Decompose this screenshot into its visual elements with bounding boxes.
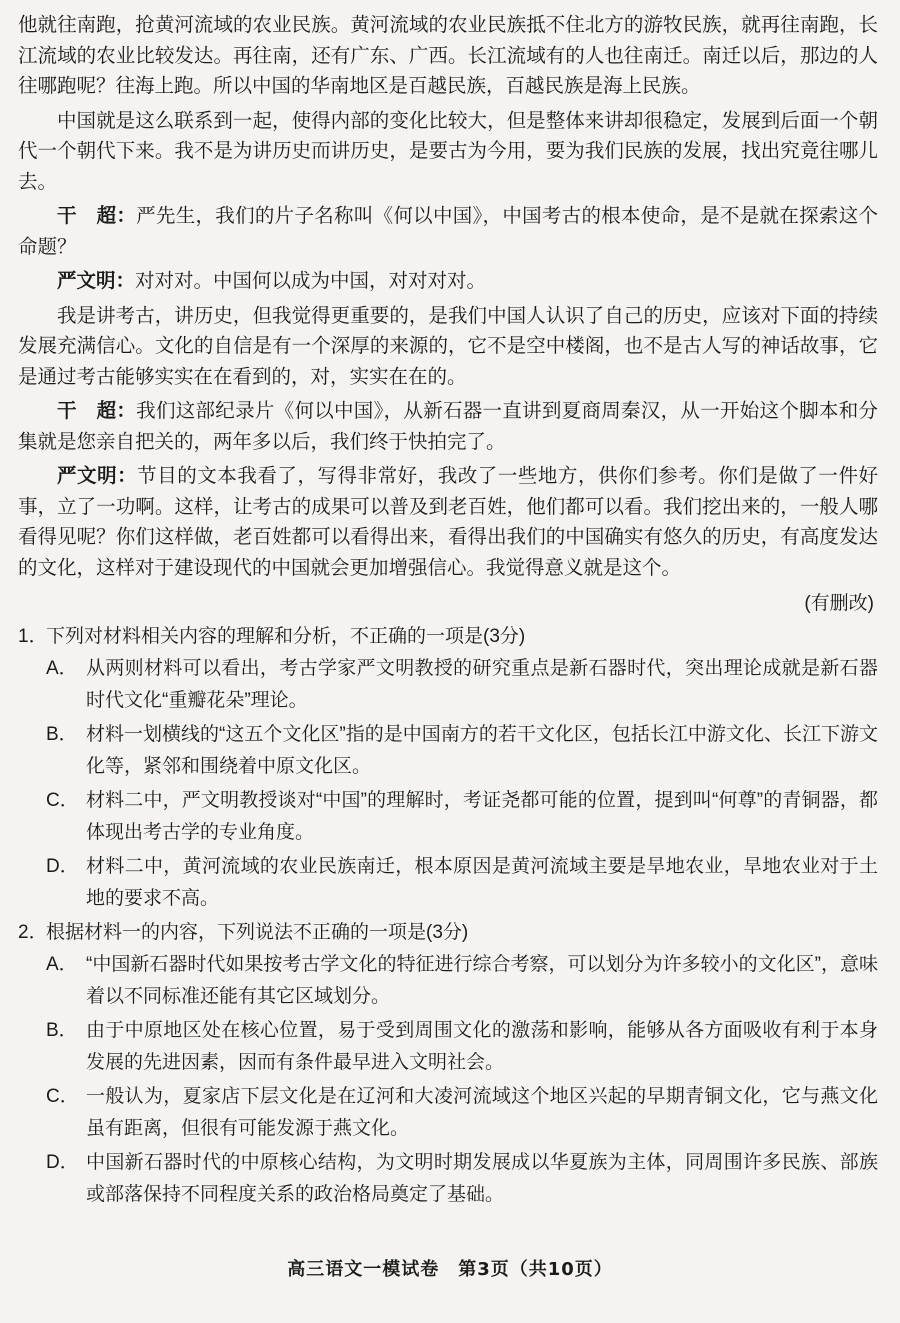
option-text: 一般认为，夏家店下层文化是在辽河和大凌河流域这个地区兴起的早期青铜文化，它与燕文化虽有距离，但很有可能发源于燕文化。 bbox=[86, 1086, 878, 1139]
dialogue-line bbox=[18, 201, 878, 262]
option-d bbox=[18, 1147, 878, 1211]
option-text: 中国新石器时代的中原核心结构，为文明时期发展成以华夏族为主体，同周围许多民族、部族或部落保持不同程度关系的政治格局奠定了基础。 bbox=[86, 1152, 878, 1205]
question-number: 2． bbox=[18, 922, 48, 943]
option-text: 由于中原地区处在核心位置，易于受到周围文化的激荡和影响，能够从各方面吸收有利于本身发展的先进因素，因而有条件最早进入文明社会。 bbox=[86, 1020, 878, 1073]
question-1 bbox=[18, 621, 878, 915]
option-label: D． bbox=[46, 856, 79, 877]
dialogue-line bbox=[18, 266, 878, 297]
speaker-name: 严文明： bbox=[57, 464, 138, 487]
option-label: C． bbox=[46, 790, 79, 811]
option-text: 材料一划横线的“这五个文化区”指的是中国南方的若干文化区，包括长江中游文化、长江下游文化等，紧邻和围绕着中原文化区。 bbox=[86, 724, 878, 777]
passage-paragraph: 我是讲考古，讲历史，但我觉得更重要的，是我们中国人认识了自己的历史，应该对下面的持续发展充满信心。文化的自信是有一个深厚的来源的，它不是空中楼阁，也不是古人写的神话故事，它是通过考古能够实实在在看到的，对，实实在在的。 bbox=[18, 303, 878, 388]
option-a bbox=[18, 949, 878, 1013]
question-stem bbox=[18, 621, 878, 653]
reading-passage bbox=[18, 10, 878, 619]
dialogue-text: 对对对。中国何以成为中国，对对对对。 bbox=[135, 269, 487, 292]
dialogue-line bbox=[18, 396, 878, 457]
option-d bbox=[18, 851, 878, 915]
option-text: 从两则材料可以看出，考古学家严文明教授的研究重点是新石器时代，突出理论成就是新石器时代文化“重瓣花朵”理论。 bbox=[86, 658, 878, 711]
passage-paragraph: 中国就是这么联系到一起，使得内部的变化比较大，但是整体来讲却很稳定，发展到后面一个朝代一个朝代下来。我不是为讲历史而讲历史，是要古为今用，要为我们民族的发展，找出究竟往哪儿去。 bbox=[18, 108, 878, 193]
option-label: A． bbox=[46, 954, 78, 975]
dialogue-text: 节目的文本我看了，写得非常好，我改了一些地方，供你们参考。你们是做了一件好事，立了一功啊。这样，让考古的成果可以普及到老百姓，他们都可以看。我们挖出来的，一般人哪看得见呢？你们这样做，老百姓都可以看得出来，看得出我们的中国确实有悠久的历史，有高度发达的文化，这样对于建设现代的中国就会更加增强信心。我觉得意义就是这个。 bbox=[18, 464, 878, 579]
option-text: 材料二中，严文明教授谈对“中国”的理解时，考证尧都可能的位置，提到叫“何尊”的青铜器，都体现出考古学的专业角度。 bbox=[86, 790, 878, 843]
option-label: A． bbox=[46, 658, 78, 679]
option-label: C． bbox=[46, 1086, 79, 1107]
question-2 bbox=[18, 917, 878, 1211]
option-text: “中国新石器时代如果按考古学文化的特征进行综合考察，可以划分为许多较小的文化区”，意味着以不同标准还能有其它区域划分。 bbox=[86, 954, 878, 1007]
option-label: B． bbox=[46, 1020, 78, 1041]
question-text: 根据材料一的内容，下列说法不正确的一项是(3分) bbox=[46, 922, 469, 943]
question-number: 1． bbox=[18, 626, 48, 647]
question-text: 下列对材料相关内容的理解和分析，不正确的一项是(3分) bbox=[46, 626, 526, 647]
option-c bbox=[18, 1081, 878, 1145]
option-b bbox=[18, 1015, 878, 1079]
dialogue-text: 严先生，我们的片子名称叫《何以中国》，中国考古的根本使命，是不是就在探索这个命题？ bbox=[18, 204, 878, 258]
speaker-name: 严文明： bbox=[57, 269, 136, 292]
option-b bbox=[18, 719, 878, 783]
option-label: B． bbox=[46, 724, 78, 745]
page-footer: 高三语文一模试卷 第3页（共10页） bbox=[287, 1259, 613, 1280]
option-label: D． bbox=[46, 1152, 79, 1173]
option-c bbox=[18, 785, 878, 849]
speaker-name: 干 超： bbox=[57, 399, 137, 422]
option-a bbox=[18, 653, 878, 717]
abridged-note: (有删改) bbox=[804, 593, 874, 614]
dialogue-text: 我们这部纪录片《何以中国》，从新石器一直讲到夏商周秦汉，从一开始这个脚本和分集就是您亲自把关的，两年多以后，我们终于快拍完了。 bbox=[18, 399, 878, 453]
dialogue-line bbox=[18, 461, 878, 583]
speaker-name: 干 超： bbox=[57, 204, 137, 227]
option-text: 材料二中，黄河流域的农业民族南迁，根本原因是黄河流域主要是旱地农业，旱地农业对于土地的要求不高。 bbox=[86, 856, 878, 909]
question-stem bbox=[18, 917, 878, 949]
passage-paragraph: 他就往南跑，抢黄河流域的农业民族。黄河流域的农业民族抵不住北方的游牧民族，就再往南跑，长江流域的农业比较发达。再往南，还有广东、广西。长江流域有的人也往南迁。南迁以后，那边的人往哪跑呢？往海上跑。所以中国的华南地区是百越民族，百越民族是海上民族。 bbox=[18, 13, 878, 97]
